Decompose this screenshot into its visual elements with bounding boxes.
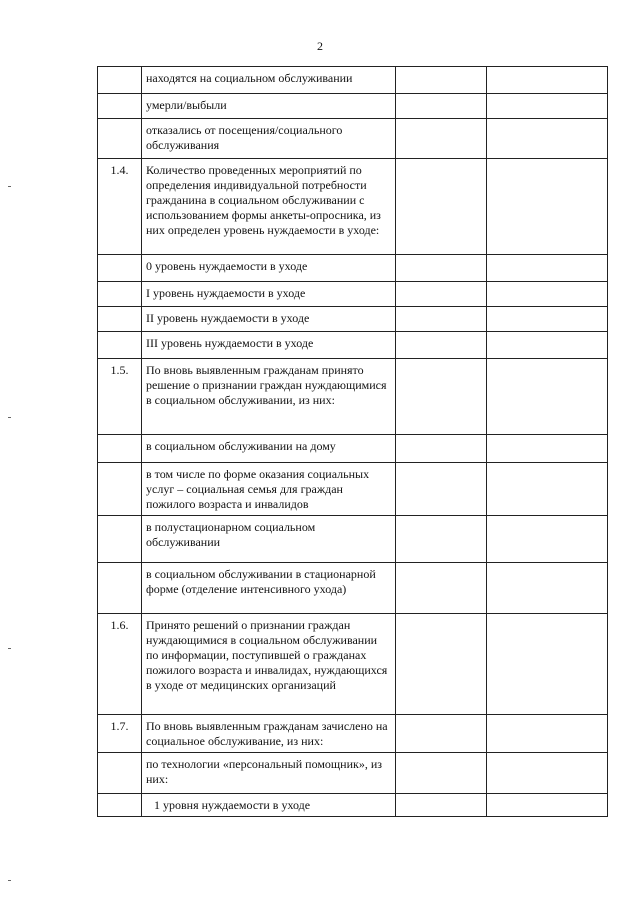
row-description-cell: Принято решений о признании граждан нуждающимися в социальном обслуживании по информации, поступившей о гражданах пожилого возраста и инвалидах, нуждающихся в уходе от медицинских организаций xyxy=(142,614,396,715)
value-cell-2 xyxy=(487,359,608,435)
row-description-cell: I уровень нуждаемости в уходе xyxy=(142,282,396,307)
table-row xyxy=(98,563,608,614)
row-number-cell xyxy=(98,435,142,463)
value-cell-1 xyxy=(396,67,487,94)
value-cell-1 xyxy=(396,753,487,794)
row-number-cell xyxy=(98,563,142,614)
value-cell-1 xyxy=(396,307,487,332)
row-number-cell: 1.6. xyxy=(98,614,142,715)
row-number-cell xyxy=(98,516,142,563)
row-number-cell: 1.5. xyxy=(98,359,142,435)
value-cell-2 xyxy=(487,435,608,463)
table-row xyxy=(98,435,608,463)
table-row xyxy=(98,94,608,119)
row-description-cell: умерли/выбыли xyxy=(142,94,396,119)
table-row xyxy=(98,359,608,435)
value-cell-2 xyxy=(487,282,608,307)
row-number-cell xyxy=(98,307,142,332)
table-row xyxy=(98,794,608,817)
value-cell-2 xyxy=(487,614,608,715)
table-row xyxy=(98,255,608,282)
report-table xyxy=(97,66,608,817)
row-description-cell: отказались от посещения/социального обслуживания xyxy=(142,119,396,159)
table-row xyxy=(98,307,608,332)
table-row xyxy=(98,516,608,563)
row-description-cell: в полустационарном социальном обслуживании xyxy=(142,516,396,563)
value-cell-2 xyxy=(487,94,608,119)
row-number-cell xyxy=(98,794,142,817)
row-description-cell: в социальном обслуживании в стационарной форме (отделение интенсивного ухода) xyxy=(142,563,396,614)
row-description-cell: III уровень нуждаемости в уходе xyxy=(142,332,396,359)
value-cell-2 xyxy=(487,119,608,159)
value-cell-2 xyxy=(487,516,608,563)
value-cell-1 xyxy=(396,715,487,753)
row-description-cell: находятся на социальном обслуживании xyxy=(142,67,396,94)
table-row xyxy=(98,332,608,359)
table-row xyxy=(98,715,608,753)
value-cell-1 xyxy=(396,282,487,307)
value-cell-1 xyxy=(396,255,487,282)
row-number-cell xyxy=(98,332,142,359)
value-cell-1 xyxy=(396,94,487,119)
table-row xyxy=(98,463,608,516)
value-cell-2 xyxy=(487,753,608,794)
value-cell-2 xyxy=(487,255,608,282)
row-description-cell: По вновь выявленным гражданам принято решение о признании граждан нуждающимися в социальном обслуживании, из них: xyxy=(142,359,396,435)
row-description-cell: Количество проведенных мероприятий по определения индивидуальной потребности гражданина в социальном обслуживании с использованием формы анкеты-опросника, из них определен уровень нуждаемости в уходе: xyxy=(142,159,396,255)
margin-mark xyxy=(8,648,11,649)
value-cell-1 xyxy=(396,463,487,516)
value-cell-2 xyxy=(487,715,608,753)
row-number-cell xyxy=(98,463,142,516)
value-cell-1 xyxy=(396,159,487,255)
value-cell-2 xyxy=(487,307,608,332)
value-cell-1 xyxy=(396,435,487,463)
value-cell-1 xyxy=(396,119,487,159)
value-cell-1 xyxy=(396,563,487,614)
row-description-cell: 0 уровень нуждаемости в уходе xyxy=(142,255,396,282)
table-row xyxy=(98,753,608,794)
row-description-cell: По вновь выявленным гражданам зачислено на социальное обслуживание, из них: xyxy=(142,715,396,753)
margin-mark xyxy=(8,417,11,418)
value-cell-1 xyxy=(396,332,487,359)
value-cell-2 xyxy=(487,67,608,94)
margin-mark xyxy=(8,880,11,881)
row-number-cell xyxy=(98,119,142,159)
row-description-cell: по технологии «персональный помощник», из них: xyxy=(142,753,396,794)
table-row xyxy=(98,67,608,94)
value-cell-1 xyxy=(396,359,487,435)
value-cell-1 xyxy=(396,794,487,817)
table-row xyxy=(98,119,608,159)
value-cell-2 xyxy=(487,794,608,817)
row-number-cell xyxy=(98,753,142,794)
row-number-cell xyxy=(98,282,142,307)
row-description-cell: в социальном обслуживании на дому xyxy=(142,435,396,463)
row-description-cell: 1 уровня нуждаемости в уходе xyxy=(142,794,396,817)
value-cell-1 xyxy=(396,516,487,563)
value-cell-2 xyxy=(487,563,608,614)
row-number-cell: 1.4. xyxy=(98,159,142,255)
row-number-cell xyxy=(98,94,142,119)
table-row xyxy=(98,282,608,307)
page-number: 2 xyxy=(317,39,323,53)
table-row xyxy=(98,614,608,715)
row-description-cell: II уровень нуждаемости в уходе xyxy=(142,307,396,332)
row-description-cell: в том числе по форме оказания социальных услуг – социальная семья для граждан пожилого возраста и инвалидов xyxy=(142,463,396,516)
row-number-cell: 1.7. xyxy=(98,715,142,753)
value-cell-2 xyxy=(487,159,608,255)
row-number-cell xyxy=(98,67,142,94)
value-cell-1 xyxy=(396,614,487,715)
table-row xyxy=(98,159,608,255)
value-cell-2 xyxy=(487,332,608,359)
row-number-cell xyxy=(98,255,142,282)
margin-mark xyxy=(8,186,11,187)
value-cell-2 xyxy=(487,463,608,516)
